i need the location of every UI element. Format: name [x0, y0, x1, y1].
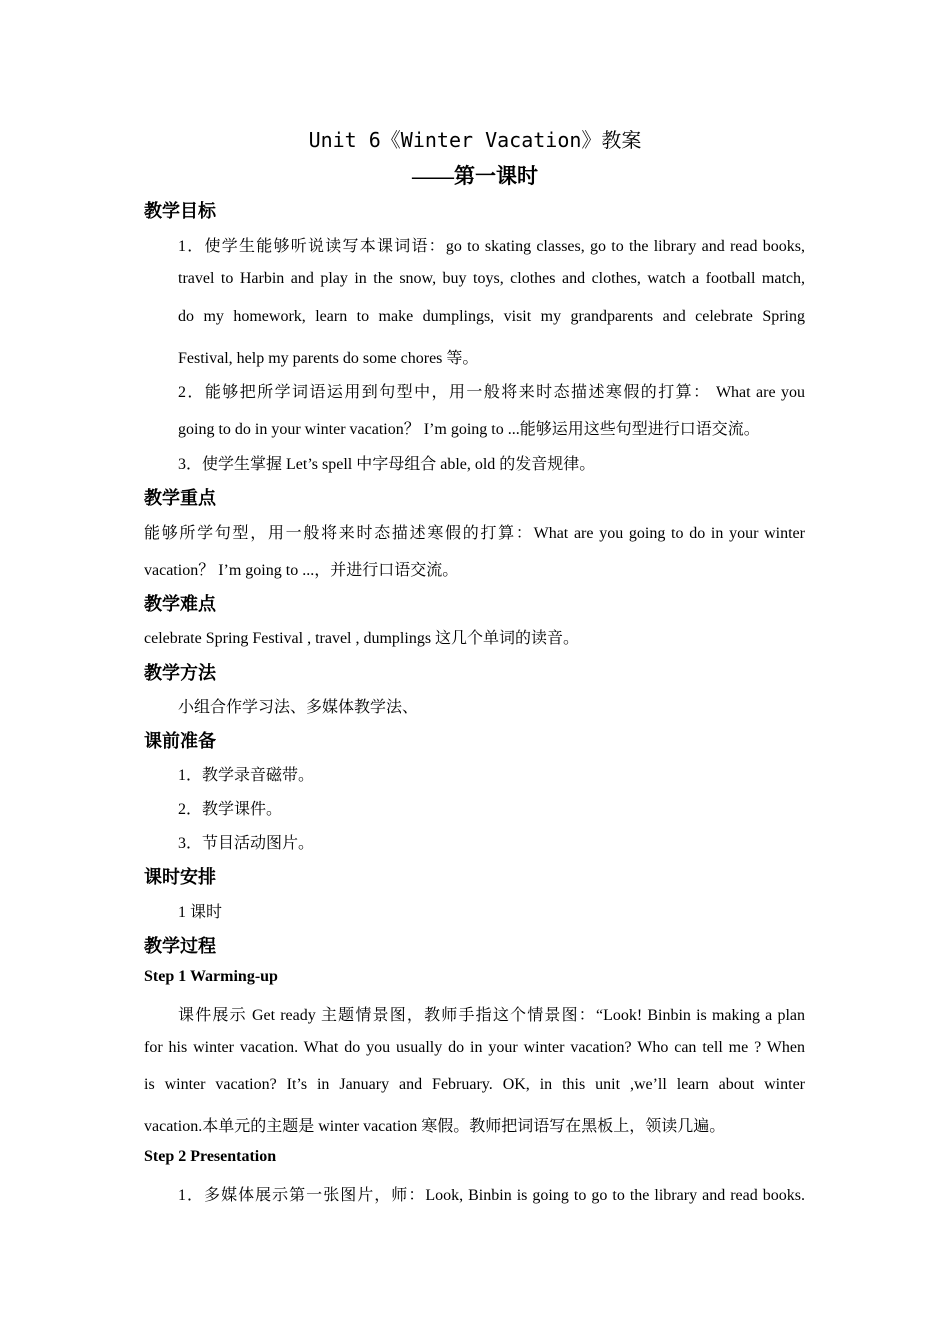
heading-methods: 教学方法 [144, 663, 216, 684]
schedule-text: 1 课时 [178, 904, 223, 921]
heading-key-points: 教学重点 [144, 488, 216, 509]
step-1-line-4: vacation.本单元的主题是 winter vacation 寒假。教师把词语写在黑板上，领读几遍。 [144, 1118, 726, 1135]
key-points-line-1: 能够所学句型，用一般将来时态描述寒假的打算：What are you going to do in your winter [144, 525, 805, 542]
heading-difficulties: 教学难点 [144, 594, 216, 615]
objective-1-line-4: Festival, help my parents do some chores 等。 [178, 350, 479, 367]
step-1-line-3: is winter vacation? It’s in January and February. OK, in this unit ,we’ll learn about winter [144, 1076, 805, 1093]
key-points-line-2: vacation？ I’m going to ...，并进行口语交流。 [144, 562, 459, 579]
document-subtitle: ——第一课时 [412, 164, 538, 188]
heading-preparation: 课前准备 [144, 731, 216, 752]
preparation-item-3: 3．节目活动图片。 [178, 835, 315, 852]
objective-1-line-3: do my homework, learn to make dumplings, visit my grandparents and celebrate Spring [178, 308, 805, 325]
objective-1-line-2: travel to Harbin and play in the snow, buy toys, clothes and clothes, watch a football match, [178, 270, 805, 287]
objective-1-line-1: 1．使学生能够听说读写本课词语：go to skating classes, go to the library and read books, [178, 238, 805, 255]
difficulties-text: celebrate Spring Festival , travel , dumplings 这几个单词的读音。 [144, 630, 580, 647]
preparation-item-2: 2．教学课件。 [178, 801, 283, 818]
step-1-line-1: 课件展示 Get ready 主题情景图，教师手指这个情景图：“Look! Binbin is making a plan [178, 1007, 805, 1024]
objective-2-line-2: going to do in your winter vacation？ I’m going to ...能够运用这些句型进行口语交流。 [178, 421, 760, 438]
step-1-title: Step 1 Warming-up [144, 968, 278, 985]
document-title: Unit 6《Winter Vacation》教案 [308, 128, 642, 152]
heading-objectives: 教学目标 [144, 201, 216, 222]
objective-3: 3．使学生掌握 Let’s spell 中字母组合 able, old 的发音规律。 [178, 456, 596, 473]
step-2-title: Step 2 Presentation [144, 1148, 277, 1165]
step-2-line-1: 1．多媒体展示第一张图片，师：Look, Binbin is going to go to the library and read books. [178, 1187, 805, 1204]
objective-2-line-1: 2．能够把所学词语运用到句型中，用一般将来时态描述寒假的打算： What are you [178, 384, 805, 401]
heading-process: 教学过程 [144, 936, 216, 957]
preparation-item-1: 1．教学录音磁带。 [178, 767, 315, 784]
heading-schedule: 课时安排 [144, 867, 216, 888]
methods-text: 小组合作学习法、多媒体教学法、 [178, 699, 419, 716]
step-1-line-2: for his winter vacation. What do you usually do in your winter vacation? Who can tell me ? When [144, 1039, 805, 1056]
